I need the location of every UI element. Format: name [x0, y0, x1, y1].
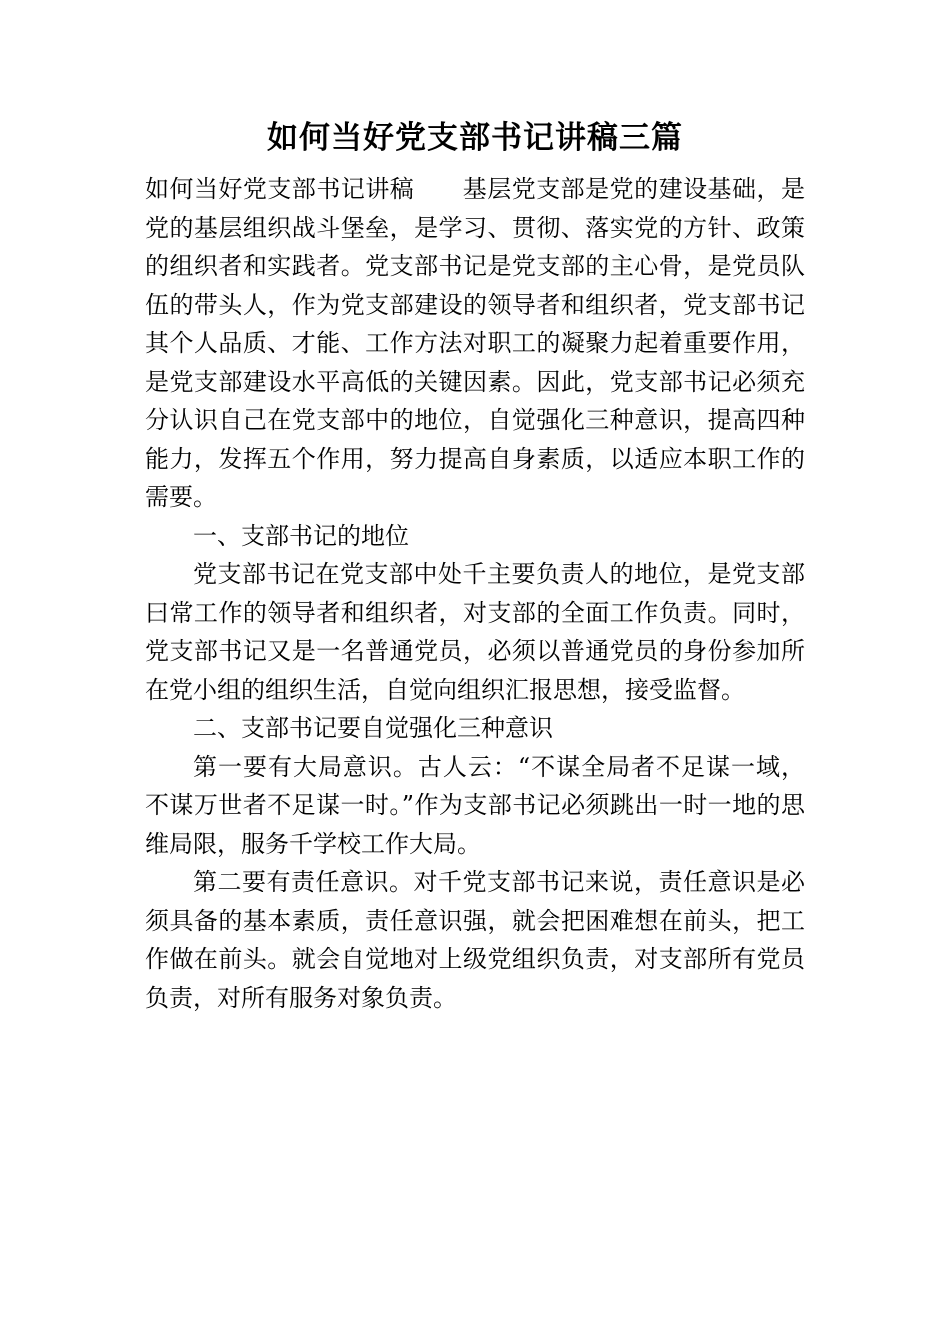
section1-heading: 一、支部书记的地位: [193, 521, 409, 550]
document-body: [145, 170, 805, 1017]
section1-paragraph: 党支部书记在党支部中处千主要负责人的地位，是党支部曰常工作的领导者和组织者，对支部的全面工作负责。同时，党支部书记又是一名普通党员，必须以普通党员的身份参加所在党小组的组织生活，自觉向组织汇报思想，接受监督。: [145, 560, 805, 704]
document-title: 如何当好党支部书记讲稿三篇: [267, 120, 683, 156]
intro-text: 基层党支部是党的建设基础，是党的基层组织战斗堡垒，是学习、贯彻、落实党的方针、政策的组织者和实践者。党支部书记是党支部的主心骨，是党员队伍的带头人，作为党支部建设的领导者和组织者，党支部书记其个人品质、才能、工作方法对职工的凝聚力起着重要作用，是党支部建设水平高低的关键因素。因此，党支部书记必须充分认识自己在党支部中的地位，自觉强化三种意识，提高四种能力，发挥五个作用，努力提高自身素质，以适应本职工作的需要。: [145, 175, 806, 511]
section2-paragraph-2: 第二要有责任意识。对千党支部书记来说，责任意识是必须具备的基本素质，责任意识强，就会把困难想在前头，把工作做在前头。就会自觉地对上级党组织负责，对支部所有党员负责，对所有服务对象负责。: [145, 868, 805, 1012]
intro-paragraph: [145, 170, 805, 517]
intro-label: 如何当好党支部书记讲稿: [145, 175, 415, 203]
section2-heading: 二、支部书记要自觉强化三种意识: [193, 714, 553, 742]
section2-paragraph-1: 第一要有大局意识。古人云：“不谋全局者不足谋一域，不谋万世者不足谋一时。”作为支部书记必须跳出一时一地的思维局限，服务千学校工作大局。: [145, 752, 805, 858]
